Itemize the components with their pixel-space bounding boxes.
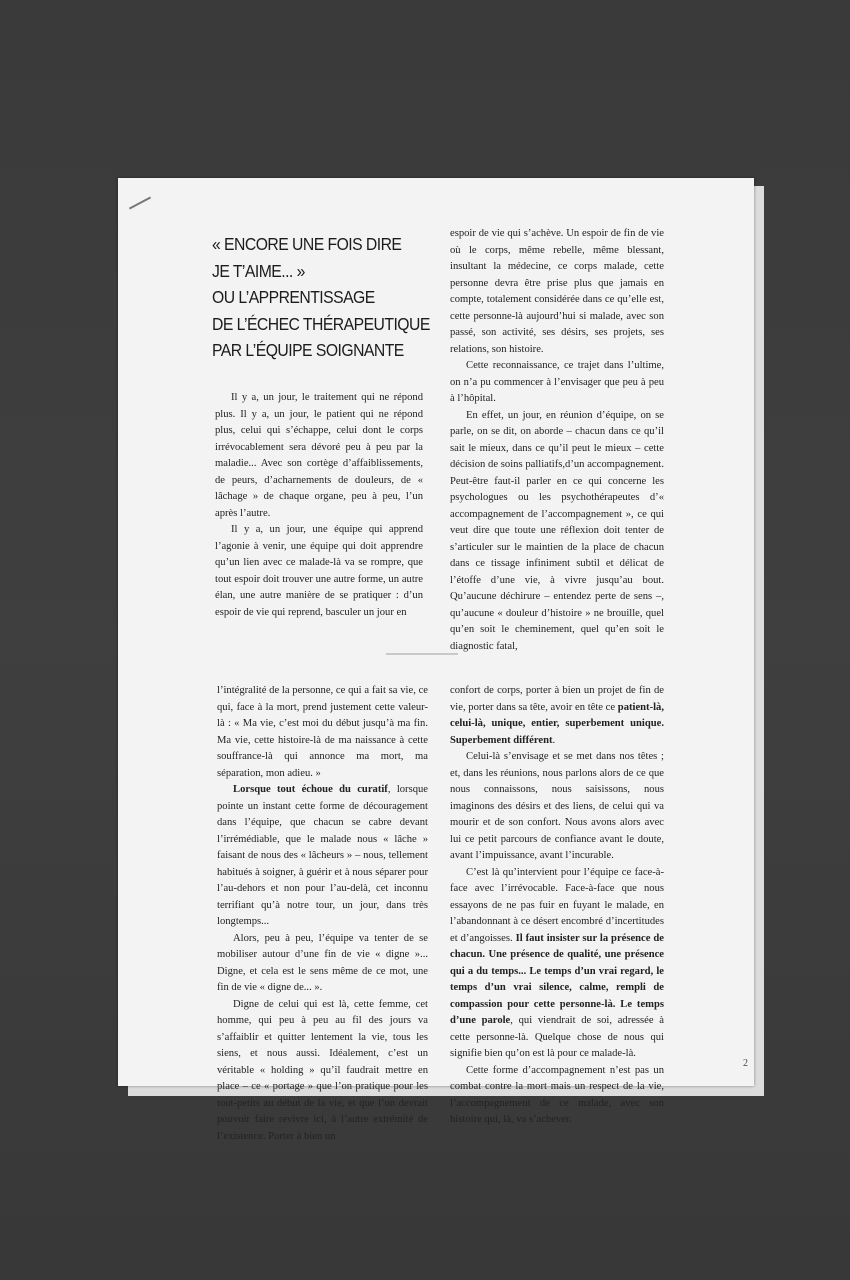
paragraph-text: , qui viendrait de soi, adressée à cette personne-là. Quelque chose de nous qui signifie bien qu’on est là pour ce malade-là. <box>450 1015 664 1059</box>
title-line: « ENCORE UNE FOIS DIRE <box>212 234 402 254</box>
paragraph-text: . <box>552 734 556 746</box>
title-line: DE L’ÉCHEC THÉRAPEUTIQUE <box>212 313 430 334</box>
paragraph-text: C’est là qu’intervient pour l’équipe ce face-à-face avec l’irrévocable. Face-à-face que nous essayons de ne pas fuir en fuyant le malade, en l’abandonnant à ce désert encombré d’incertitudes et d’angoisses. <box>450 866 664 944</box>
paragraph: Cette reconnaissance, ce trajet dans l’ultime, on n’a pu commencer à l’envisager que peu à peu à l’hôpital. <box>450 360 664 404</box>
paragraph-text: confort de corps, porter à bien un projet de fin de vie, porter dans sa tête, avoir en tête ce <box>450 685 664 713</box>
paragraph <box>217 782 428 931</box>
article-title <box>212 231 430 364</box>
paragraph-text: , lorsque pointe un instant cette forme de découragement dans l’équipe, que chacun se cabre devant l’irrémédiable, que le malade nous « lâche » faisant de nous des « lâcheurs » – nous, tellement habitués à soigner, à guérir et à nous séparer pour l’au-dehors et non pour l’au-delà, cet inconnu terrifiant qu’à notre tour, un jour, dans très longtemps... <box>217 784 428 927</box>
fold-mark <box>386 653 458 655</box>
paragraph: En effet, un jour, en réunion d’équipe, on se parle, on se dit, on aborde – chacun dans ce qu’il sait le mieux, dans ce qu’il peut le mieux – cette décision de soins palliatifs,d’un accompagnement. Peut-être faut-il parler en ce qui concerne les psychologues ou les psychothérapeutes d’« accompagnement de l’accompagnement », ce qui veut dire que toute une réflexion doit tenter de s’articuler sur le maintien de la place de chacun dans ce tissage infiniment subtil et délicat de l’étoffe d’une vie, à vivre jusqu’au bout. Qu’aucune déchirure – entendez perte de sens –, qu’aucune « douleur d’histoire » ne brouille, quel qu’en soit le cheminement, quel qu’en soit le diagnostic fatal, <box>450 409 664 652</box>
paragraph: Alors, peu à peu, l’équipe va tenter de se mobiliser autour d’une fin de vie « digne »... Digne, et cela est le sens même de ce mot, une fin de vie « digne de... ». <box>217 932 428 993</box>
page-number: 2 <box>743 1058 748 1069</box>
column-1 <box>215 390 423 621</box>
pencil-mark <box>129 196 151 209</box>
paragraph: Digne de celui qui est là, cette femme, cet homme, qui peu à peu au fil des jours va s’affaiblir et quitter lentement la vie, tous les siens, et nous aussi. Idéalement, c’est un véritable « holding » qu’il faudrait mettre en place – ce « portage » que l’on pratique pour les tout-petits au début de la vie, et que l’on devrait pouvoir faire revivre ici, à l’autre extrémité de l’existence. Porter à bien un <box>217 998 428 1142</box>
title-line: PAR L’ÉQUIPE SOIGNANTE <box>212 340 404 360</box>
paragraph <box>450 683 664 749</box>
bold-phrase: patient-là, celui-là, unique, entier, superbement unique. Superbement différent <box>450 701 664 746</box>
bold-phrase: Lorsque tout échoue du curatif <box>233 784 388 795</box>
document-page <box>118 178 754 1142</box>
column-3 <box>217 683 428 1145</box>
bold-phrase: Il faut insister sur la présence de chacun. Une présence de qualité, une présence qui a du temps... Le temps d’un vrai regard, le temps d’un vrai silence, calme, rempli de compassion pour cette personne-là. Le temps d’une parole <box>450 932 664 1026</box>
paragraph: Il y a, un jour, une équipe qui apprend l’agonie à venir, une équipe qui doit apprendre qu’un lien avec ce malade-là va se rompre, que tout espoir doit trouver une autre forme, un autre élan, une autre manière de se pratiquer : d’un espoir de vie qui reprend, basculer un jour en <box>215 524 423 618</box>
paragraph: Celui-là s’envisage et se met dans nos têtes ; et, dans les réunions, nous parlons alors de ce que nous connaissons, nous saisissons, nous imaginons des désirs et des liens, de celui qui va mourir et de son confort. Nous avons alors avec lui ce petit parcours de confiance avant le doute, avant l’impuissance, avant l’incurable. <box>450 751 664 861</box>
paragraph: Cette forme d’accompagnement n’est pas un combat contre la mort mais un respect de la vie, l’accompagnement de ce malade, avec son histoire qui, là, va s’achever. <box>450 1064 664 1125</box>
paragraph: Il y a, un jour, le traitement qui ne répond plus. Il y a, un jour, le patient qui ne répond plus, celui qui s’échappe, celui dont le corps irrévocablement sera dévoré peu à peu par la maladie... Avec son cortège d’affaiblissements, de peurs, d’acharnements de douleurs, de « lâchage » de chaque organe, peu à peu, l’un après l’autre. <box>215 392 423 519</box>
title-line: OU L’APPRENTISSAGE <box>212 287 375 307</box>
paragraph <box>450 865 664 1063</box>
column-4 <box>450 683 664 1129</box>
title-line: JE T’AIME... » <box>212 260 305 281</box>
column-2 <box>450 226 664 655</box>
paragraph: espoir de vie qui s’achève. Un espoir de fin de vie où le corps, même rebelle, même blessant, insultant la médecine, ce corps malade, cette personne devra être prise plus que jamais en compte, totalement considérée dans ce qu’elle est, cette personne-là aujourd’hui si malade, avec son passé, son activité, ses désirs, ses projets, ses relations, son histoire. <box>450 228 664 355</box>
paragraph: l’intégralité de la personne, ce qui a fait sa vie, ce qui, face à la mort, prend justement cette valeur-là : « Ma vie, c’est moi du début jusqu’à ma fin. Ma vie, cette histoire-là de ma naissance à cette souffrance-là qui annonce ma mort, ma séparation, mon adieu. » <box>217 685 428 779</box>
